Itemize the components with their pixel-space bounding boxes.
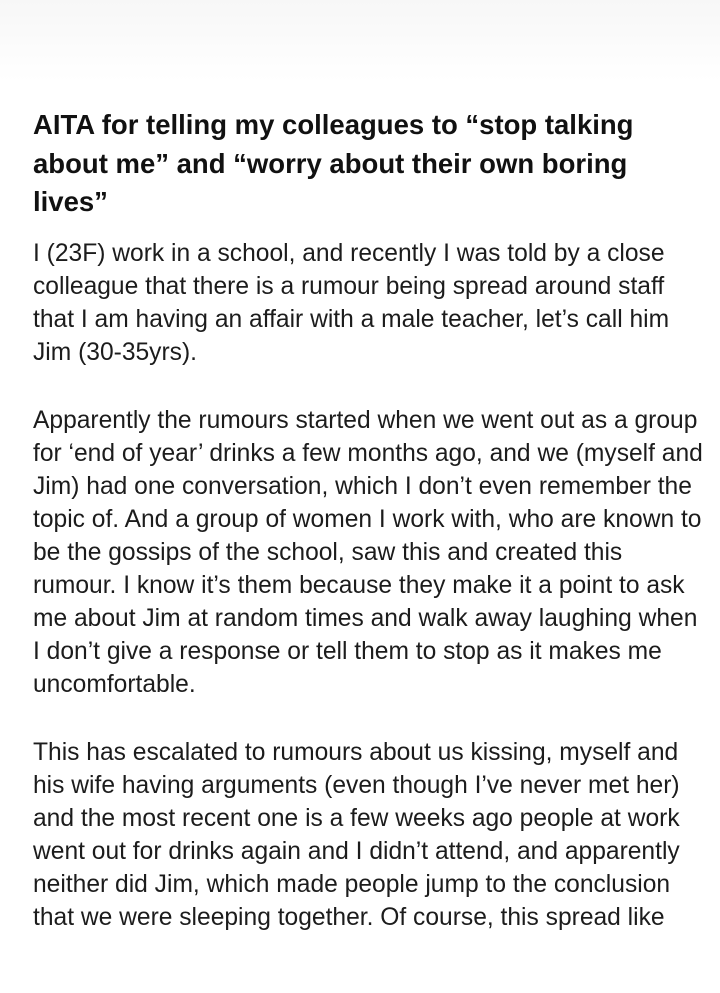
post-body <box>33 237 703 934</box>
post-title: AITA for telling my colleagues to “stop talking about me” and “worry about their own boring lives” <box>33 109 634 217</box>
top-faded-area <box>0 0 720 96</box>
post-paragraph-2: Apparently the rumours started when we went out as a group for ‘end of year’ drinks a few months ago, and we (myself and Jim) had one conversation, which I don’t even remember the topic of. And a group of women I work with, who are known to be the gossips of the school, saw this and created this rumour. I know it’s them because they make it a point to ask me about Jim at random times and walk away laughing when I don’t give a response or tell them to stop as it makes me uncomfortable. <box>33 406 703 698</box>
post-paragraph-3: This has escalated to rumours about us kissing, myself and his wife having arguments (even though I’ve never met her) and the most recent one is a few weeks ago people at work went out for drinks again and I didn’t attend, and apparently neither did Jim, which made people jump to the conclusion that we were sleeping together. Of course, this spread like <box>33 738 680 931</box>
post <box>33 106 703 969</box>
post-paragraph-1: I (23F) work in a school, and recently I was told by a close colleague that there is a rumour being spread around staff that I am having an affair with a male teacher, let’s call him Jim (30-35yrs). <box>33 239 670 366</box>
